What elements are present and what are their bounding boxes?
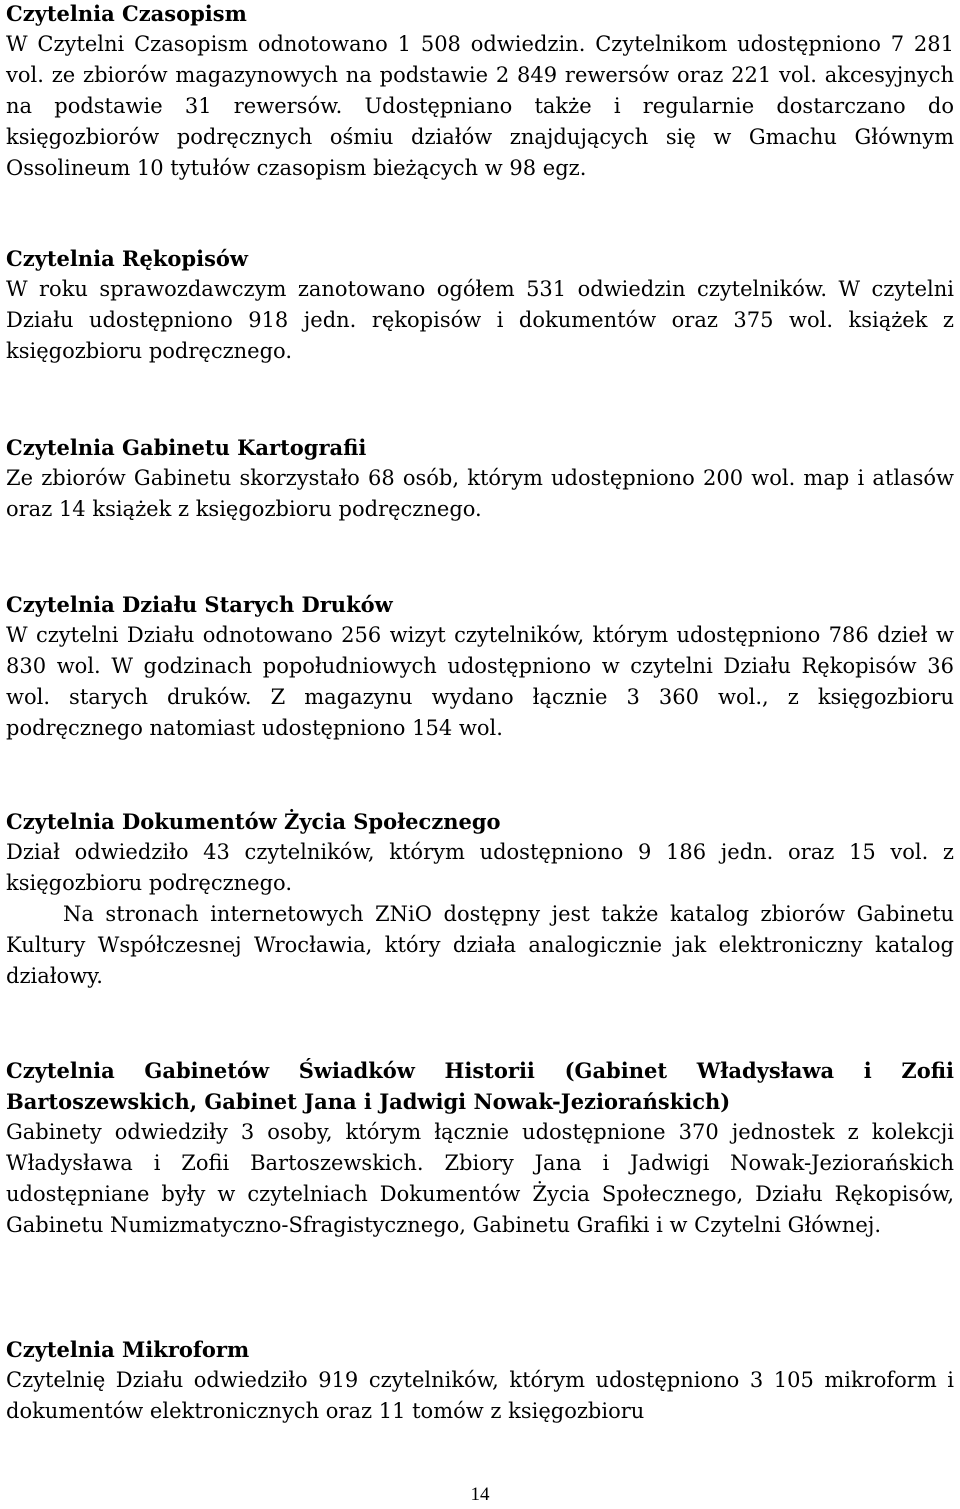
section-paragraph: Ze zbiorów Gabinetu skorzystało 68 osób, którym udostępniono 200 wol. map i atlasów oraz 14 książek z księgozbioru podręcznego. xyxy=(6,466,954,521)
section-kartografii xyxy=(6,432,954,525)
section-heading: Czytelnia Rękopisów xyxy=(6,246,248,271)
section-starych-drukow xyxy=(6,589,954,744)
section-paragraph: W roku sprawozdawczym zanotowano ogółem 531 odwiedzin czytelników. W czytelni Działu udostępniono 918 jedn. rękopisów i dokumentów oraz 375 wol. książek z księgozbioru podręcznego. xyxy=(6,277,954,363)
page-number: 14 xyxy=(470,1484,490,1505)
section-heading: Czytelnia Czasopism xyxy=(6,1,247,26)
section-paragraph: W czytelni Działu odnotowano 256 wizyt czytelników, którym udostępniono 786 dzieł w 830 wol. W godzinach popołudniowych udostępniono w czytelni Działu Rękopisów 36 wol. starych druków. Z magazynu wydano łącznie 3 360 wol., z księgozbioru podręcznego natomiast udostępniono 154 wol. xyxy=(6,623,954,740)
section-heading: Czytelnia Gabinetów Świadków Historii (Gabinet Władysława i Zofii Bartoszewskich, Gabinet Jana i Jadwigi Nowak-Jeziorańskich) xyxy=(6,1058,954,1114)
section-mikroform xyxy=(6,1334,954,1427)
section-heading: Czytelnia Mikroform xyxy=(6,1337,250,1362)
section-heading: Czytelnia Działu Starych Druków xyxy=(6,592,393,617)
section-paragraph: Gabinety odwiedziły 3 osoby, którym łącznie udostępnione 370 jednostek z kolekcji Władysława i Zofii Bartoszewskich. Zbiory Jana i Jadwigi Nowak-Jeziorańskich udostępniane były w czytelniach Dokumentów Życia Społecznego, Działu Rękopisów, Gabinetu Numizmatyczno-Sfragistycznego, Gabinetu Grafiki i w Czytelni Głównej. xyxy=(6,1120,954,1237)
section-dokumentow-zycia xyxy=(6,806,954,992)
section-paragraph: Czytelnię Działu odwiedziło 919 czytelników, którym udostępniono 3 105 mikroform i dokumentów elektronicznych oraz 11 tomów z księgozbioru xyxy=(6,1368,954,1423)
section-heading: Czytelnia Gabinetu Kartografii xyxy=(6,435,367,460)
section-paragraph: Dział odwiedziło 43 czytelników, którym udostępniono 9 186 jedn. oraz 15 vol. z księgozbioru podręcznego. xyxy=(6,840,954,895)
section-paragraph: W Czytelni Czasopism odnotowano 1 508 odwiedzin. Czytelnikom udostępniono 7 281 vol. ze zbiorów magazynowych na podstawie 2 849 rewersów oraz 221 vol. akcesyjnych na podstawie 31 rewersów. Udostępniano także i regularnie dostarczano do księgozbiorów podręcznych ośmiu działów znajdujących się w Gmachu Głównym Ossolineum 10 tytułów czasopism bieżących w 98 egz. xyxy=(6,32,954,180)
section-heading: Czytelnia Dokumentów Życia Społecznego xyxy=(6,809,501,834)
section-swiadkow-historii xyxy=(6,1055,954,1241)
section-czasopism xyxy=(6,0,954,184)
section-paragraph: Na stronach internetowych ZNiO dostępny jest także katalog zbiorów Gabinetu Kultury Współczesnej Wrocławia, który działa analogicznie jak elektroniczny katalog działowy. xyxy=(6,902,954,988)
section-rekopisow xyxy=(6,243,954,367)
